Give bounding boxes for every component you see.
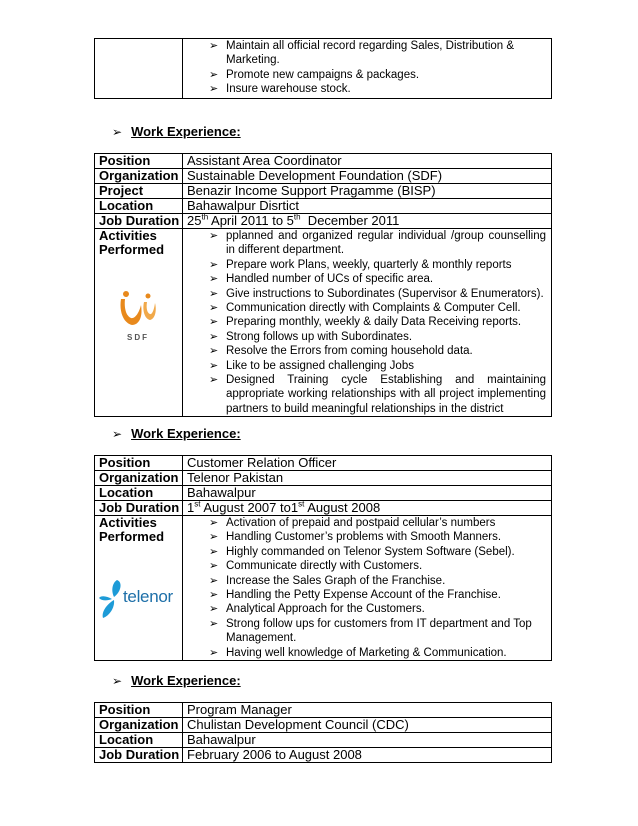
list-item: ➢ Strong follow ups for customers from IT department and Top Management.	[209, 617, 539, 646]
table-row	[95, 169, 552, 184]
organization-value: Telenor Pakistan	[183, 471, 552, 486]
table-row	[95, 733, 552, 748]
location-label: Location	[95, 733, 183, 748]
position-label: Position	[95, 154, 183, 169]
duration-part: December 2011	[300, 213, 400, 228]
duration-part: 25	[187, 213, 202, 228]
sdf-logo	[117, 289, 159, 347]
activities-cell	[183, 229, 552, 417]
table-row	[95, 486, 552, 501]
list-item: ➢ Designed Training cycle Establishing and maintaining appropriate working relationships with all project implementing partners to build meaningful relationships in the district	[209, 373, 546, 416]
activities-label-line1: Activities	[99, 228, 157, 243]
section-heading	[112, 673, 241, 688]
list-item: ➢ Highly commanded on Telenor System Software (Sebel).	[209, 545, 539, 559]
ordinal-suffix: st	[194, 499, 201, 509]
sdf-logo-text: SDF	[127, 333, 149, 342]
activities-cell	[183, 516, 552, 661]
duration-part: August 2007 to1	[200, 500, 299, 515]
list-item: ➢ Promote new campaigns & packages.	[209, 68, 551, 82]
activities-label	[95, 229, 183, 417]
activities-label-line2: Performed	[99, 242, 165, 257]
list-item: ➢ Increase the Sales Graph of the Franchise.	[209, 574, 539, 588]
table-row	[95, 229, 552, 417]
table-row	[95, 471, 552, 486]
telenor-logo	[97, 578, 177, 622]
arrow-bullet-icon: ➢	[112, 674, 123, 688]
table-row	[95, 456, 552, 471]
duration-part: April 2011 to 5	[208, 213, 294, 228]
position-value: Assistant Area Coordinator	[183, 154, 552, 169]
project-value: Benazir Income Support Pragamme (BISP)	[183, 184, 552, 199]
ordinal-suffix: th	[201, 212, 209, 222]
job-duration-label: Job Duration	[95, 748, 183, 763]
table-row	[95, 154, 552, 169]
section-heading	[112, 124, 241, 139]
location-label: Location	[95, 486, 183, 501]
location-value: Bahawalpur Disrtict	[183, 199, 552, 214]
job-duration-label: Job Duration	[95, 501, 183, 516]
list-item: ➢ Handling Customer’s problems with Smooth Manners.	[209, 530, 539, 544]
organization-label: Organization	[95, 169, 183, 184]
position-label: Position	[95, 456, 183, 471]
list-item: ➢ Activation of prepaid and postpaid cellular’s numbers	[209, 516, 539, 530]
list-item: ➢ Like to be assigned challenging Jobs	[209, 359, 546, 373]
job-duration-value: February 2006 to August 2008	[183, 748, 552, 763]
heading-text: Work Experience:	[131, 426, 241, 441]
ordinal-suffix: th	[293, 212, 301, 222]
project-label: Project	[95, 184, 183, 199]
position-value: Customer Relation Officer	[183, 456, 552, 471]
list-item: ➢ Maintain all official record regarding Sales, Distribution & Marketing.	[209, 39, 551, 68]
heading-text: Work Experience:	[131, 124, 241, 139]
job-duration-value	[183, 501, 552, 516]
list-item: ➢ Preparing monthly, weekly & daily Data Receiving reports.	[209, 315, 546, 329]
list-item: ➢ Resolve the Errors from coming household data.	[209, 344, 546, 358]
list-item: ➢ pplanned and organized regular individual /group counselling in different department.	[209, 229, 546, 258]
responsibilities-list	[183, 39, 551, 97]
experience-table-sdf	[94, 153, 552, 417]
heading-text: Work Experience:	[131, 673, 241, 688]
ordinal-suffix: st	[298, 499, 305, 509]
list-item: ➢ Having well knowledge of Marketing & Communication.	[209, 646, 539, 660]
activities-label-line1: Activities	[99, 515, 157, 530]
list-item: ➢ Give instructions to Subordinates (Supervisor & Enumerators).	[209, 287, 546, 301]
location-value: Bahawalpur	[183, 486, 552, 501]
list-item: ➢ Communication directly with Complaints & Computer Cell.	[209, 301, 546, 315]
table-row	[95, 703, 552, 718]
arrow-bullet-icon: ➢	[112, 427, 123, 441]
arrow-bullet-icon: ➢	[112, 125, 123, 139]
position-value: Program Manager	[183, 703, 552, 718]
duration-part: August 2008	[304, 500, 381, 515]
table-row	[95, 516, 552, 661]
table-row	[95, 39, 552, 99]
list-item: ➢ Communicate directly with Customers.	[209, 559, 539, 573]
telenor-logo-text: telenor	[123, 587, 173, 606]
responsibilities-cell	[183, 39, 552, 99]
position-label: Position	[95, 703, 183, 718]
activities-list	[183, 229, 551, 416]
list-item: ➢ Insure warehouse stock.	[209, 82, 551, 96]
table-row	[95, 184, 552, 199]
experience-table-cdc	[94, 702, 552, 763]
organization-value: Chulistan Development Council (CDC)	[183, 718, 552, 733]
job-duration-value	[183, 214, 552, 229]
table-row	[95, 501, 552, 516]
table-row	[95, 718, 552, 733]
activities-list	[183, 516, 551, 660]
table-row	[95, 748, 552, 763]
experience-table-telenor	[94, 455, 552, 661]
activities-label	[95, 516, 183, 661]
activities-label-line2: Performed	[99, 529, 165, 544]
section-heading	[112, 426, 241, 441]
location-value: Bahawalpur	[183, 733, 552, 748]
list-item: ➢ Analytical Approach for the Customers.	[209, 602, 539, 616]
duration-part: 1	[187, 500, 195, 515]
list-item: ➢ Handled number of UCs of specific area.	[209, 272, 546, 286]
table-row	[95, 214, 552, 229]
list-item: ➢ Prepare work Plans, weekly, quarterly & monthly reports	[209, 258, 546, 272]
job-duration-label: Job Duration	[95, 214, 183, 229]
location-label: Location	[95, 199, 183, 214]
responsibilities-table	[94, 38, 552, 99]
table-row	[95, 199, 552, 214]
empty-cell	[95, 39, 183, 99]
list-item: ➢ Strong follows up with Subordinates.	[209, 330, 546, 344]
organization-label: Organization	[95, 471, 183, 486]
organization-label: Organization	[95, 718, 183, 733]
list-item: ➢ Handling the Petty Expense Account of the Franchise.	[209, 588, 539, 602]
organization-value: Sustainable Development Foundation (SDF)	[183, 169, 552, 184]
